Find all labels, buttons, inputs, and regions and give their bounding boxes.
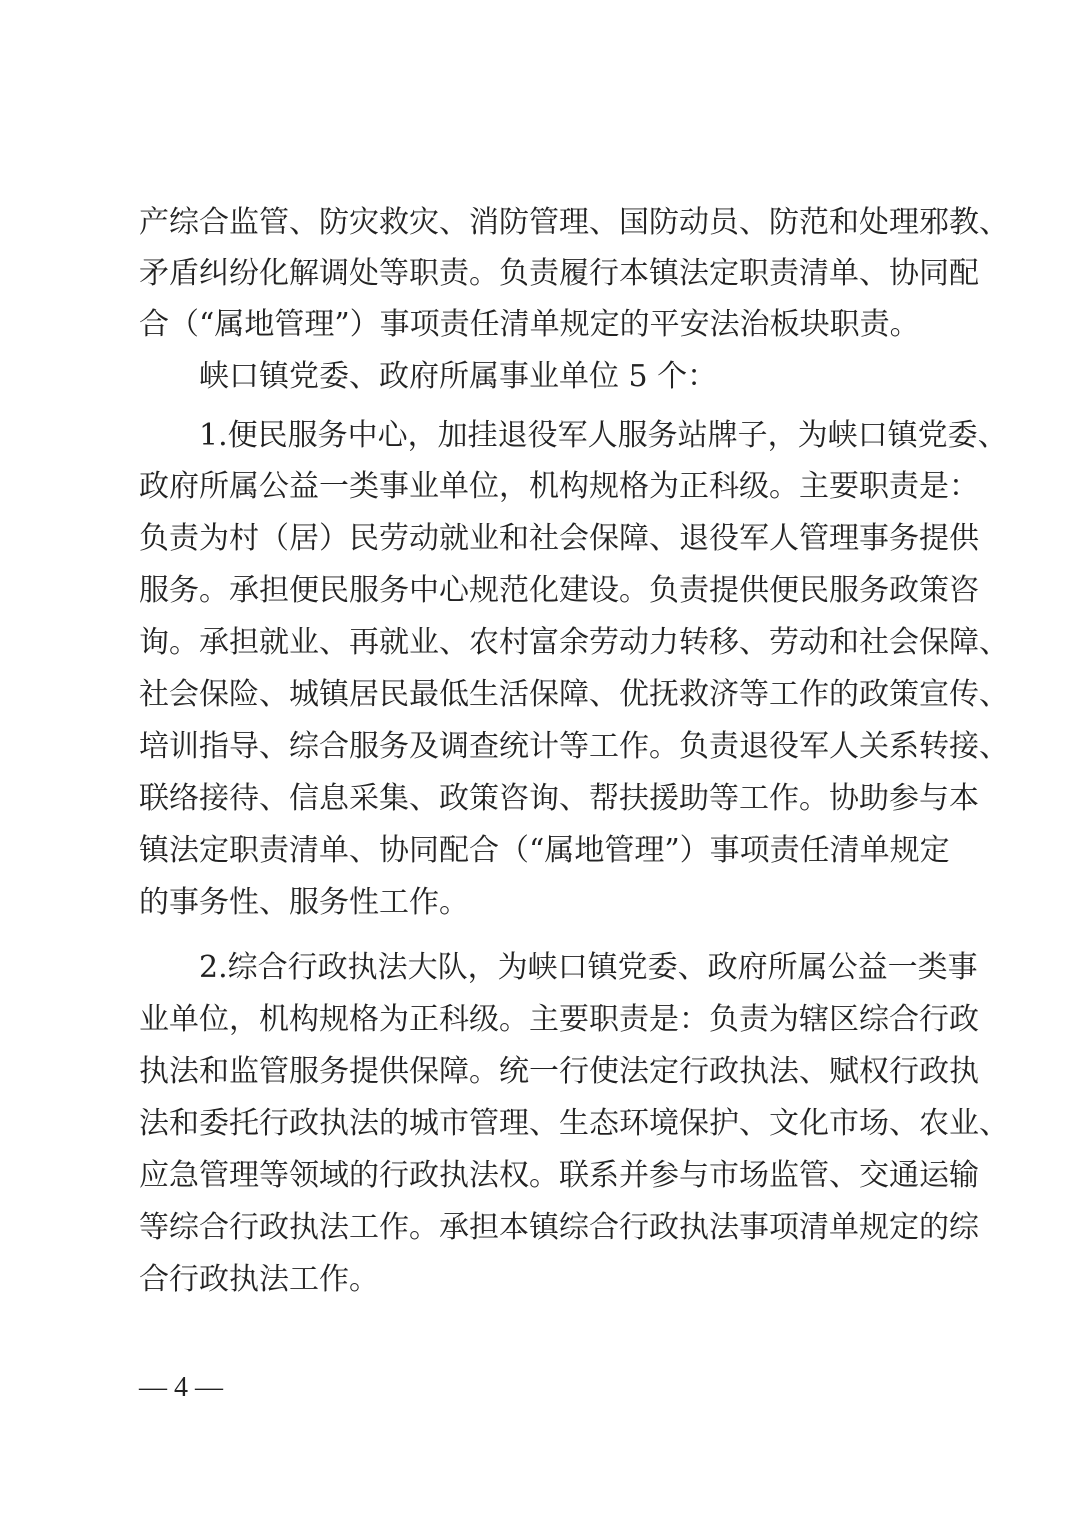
text-line-2: 矛盾纠纷化解调处等职责。负责履行本镇法定职责清单、协同配 xyxy=(139,256,979,291)
text-line-15: 2.综合行政执法大队，为峡口镇党委、政府所属公益一类事 xyxy=(199,950,978,985)
text-line-20: 等综合行政执法工作。承担本镇综合行政执法事项清单规定的综 xyxy=(139,1210,979,1245)
text-line-7: 负责为村（居）民劳动就业和社会保障、退役军人管理事务提供 xyxy=(139,521,979,556)
text-line-6: 政府所属公益一类事业单位，机构规格为正科级。主要职责是： xyxy=(139,469,979,504)
text-line-10: 社会保险、城镇居民最低生活保障、优抚救济等工作的政策宣传、 xyxy=(139,677,1009,712)
text-line-14: 的事务性、服务性工作。 xyxy=(139,885,469,920)
text-line-1: 产综合监管、防灾救灾、消防管理、国防动员、防范和处理邪教、 xyxy=(139,205,1009,240)
text-line-8: 服务。承担便民服务中心规范化建设。负责提供便民服务政策咨 xyxy=(139,573,979,608)
text-line-5: 1.便民服务中心，加挂退役军人服务站牌子，为峡口镇党委、 xyxy=(199,418,1008,453)
text-line-21: 合行政执法工作。 xyxy=(139,1262,379,1297)
text-line-13: 镇法定职责清单、协同配合（“属地管理”）事项责任清单规定 xyxy=(139,833,950,868)
text-line-19: 应急管理等领域的行政执法权。联系并参与市场监管、交通运输 xyxy=(139,1158,979,1193)
text-line-11: 培训指导、综合服务及调查统计等工作。负责退役军人关系转接、 xyxy=(139,729,1009,764)
text-line-9: 询。承担就业、再就业、农村富余劳动力转移、劳动和社会保障、 xyxy=(139,625,1009,660)
text-line-16: 业单位，机构规格为正科级。主要职责是：负责为辖区综合行政 xyxy=(139,1002,979,1037)
text-line-4: 峡口镇党委、政府所属事业单位 5 个： xyxy=(199,359,718,394)
text-line-17: 执法和监管服务提供保障。统一行使法定行政执法、赋权行政执 xyxy=(139,1054,979,1089)
page-number: — 4 — xyxy=(139,1372,223,1403)
text-line-3: 合（“属地管理”）事项责任清单规定的平安法治板块职责。 xyxy=(139,307,920,342)
text-line-18: 法和委托行政执法的城市管理、生态环境保护、文化市场、农业、 xyxy=(139,1106,1009,1141)
text-line-12: 联络接待、信息采集、政策咨询、帮扶援助等工作。协助参与本 xyxy=(139,781,979,816)
